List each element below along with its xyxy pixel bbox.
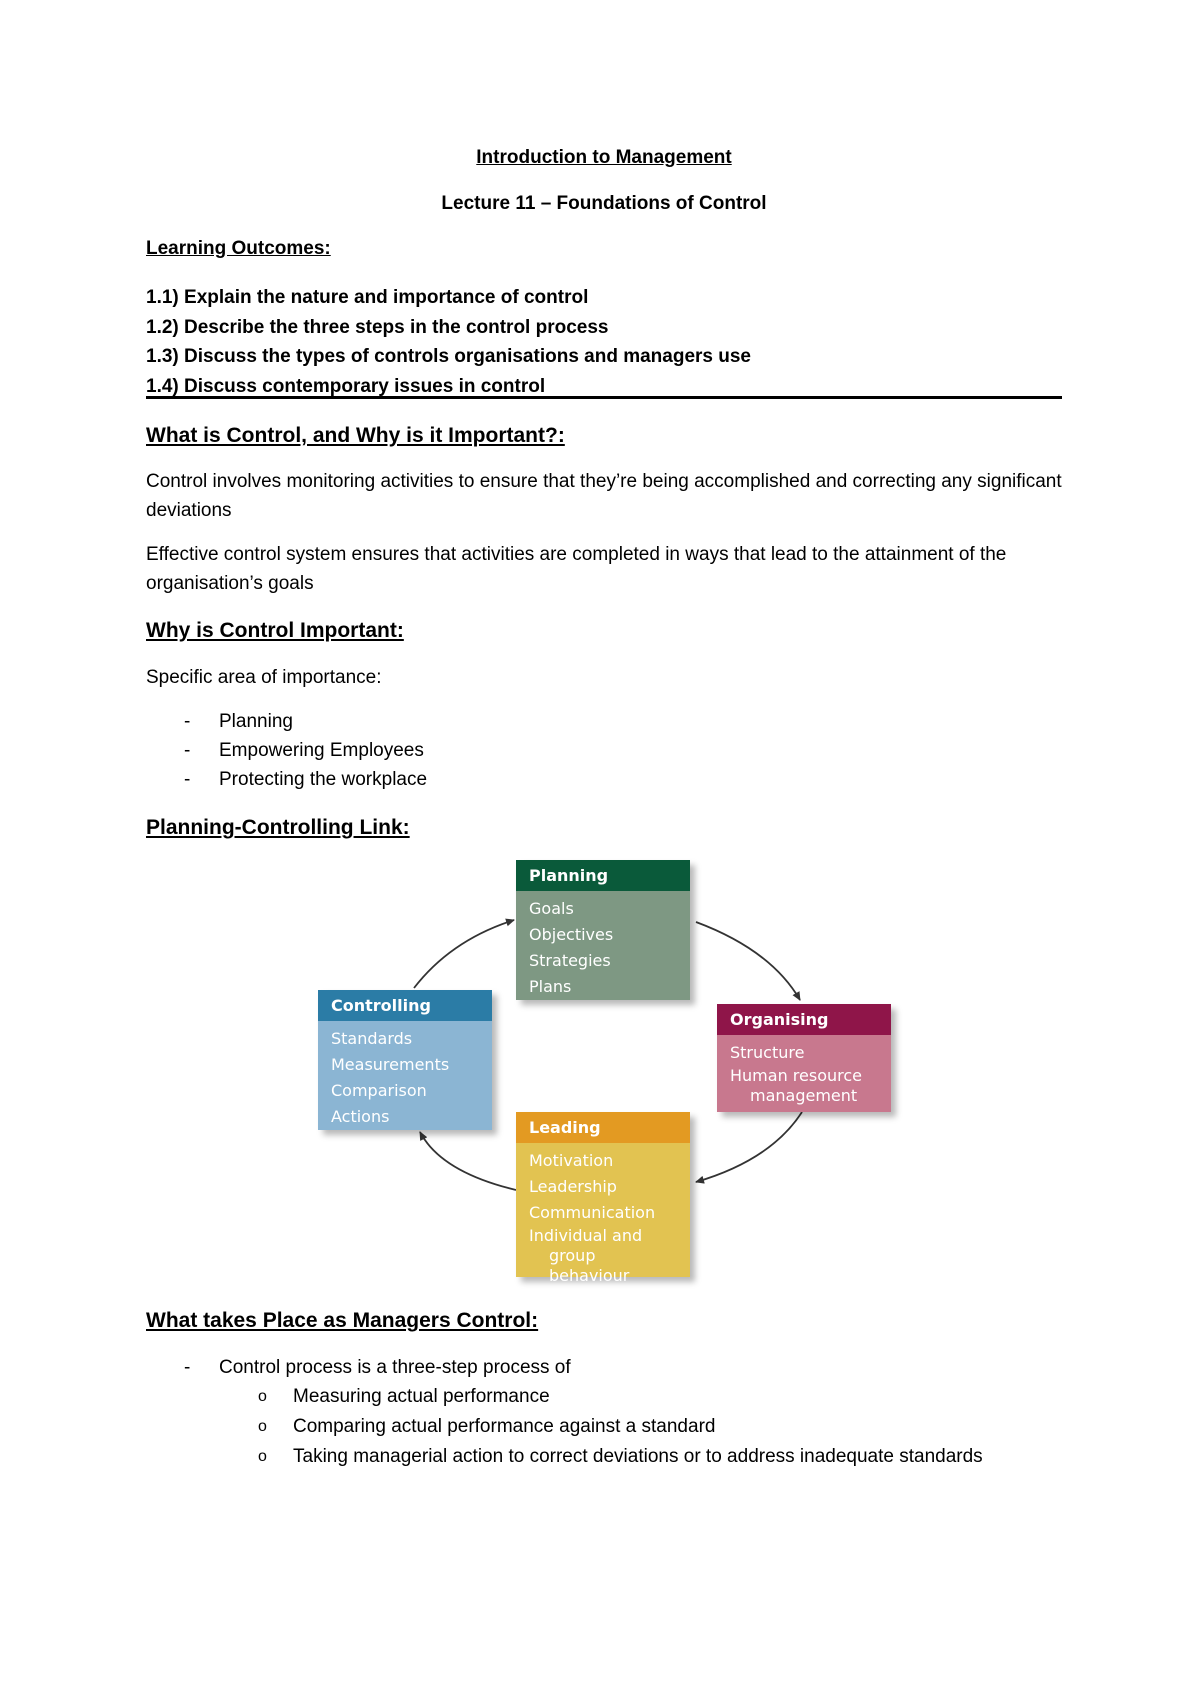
leading-box-items	[516, 1143, 690, 1285]
sub-list-item-text: Measuring actual performance	[293, 1386, 550, 1407]
importance-list	[146, 707, 427, 794]
control-definition-paragraph: Control involves monitoring activities to ensure that they’re being accomplished and correcting any significant deviations	[146, 471, 1062, 521]
dash-bullet: -	[184, 769, 191, 790]
organising-item: Structure	[730, 1043, 805, 1062]
control-system-paragraph: Effective control system ensures that activities are completed in ways that lead to the attainment of the organisation’s goals	[146, 544, 1007, 594]
learning-outcome-item: 1.3) Discuss the types of controls organisations and managers use	[146, 346, 752, 367]
learning-outcomes-heading: Learning Outcomes:	[146, 238, 331, 259]
arrow-planning-to-organising	[696, 922, 800, 1000]
list-item	[146, 736, 427, 765]
leading-item: Leadership	[529, 1177, 617, 1196]
organising-item-continued: management	[750, 1086, 858, 1105]
leading-item: Motivation	[529, 1151, 614, 1170]
sub-list-item-text: Taking managerial action to correct deviations or to address inadequate standards	[293, 1446, 983, 1467]
planning-box-items	[516, 891, 690, 1000]
leading-item-continued: group behaviour	[549, 1246, 630, 1285]
arrow-leading-to-controlling	[420, 1132, 516, 1190]
list-item-text: Empowering Employees	[219, 740, 424, 761]
arrow-organising-to-leading	[696, 1112, 802, 1182]
learning-outcome-item: 1.2) Describe the three steps in the control process	[146, 316, 609, 338]
list-item-text: Control process is a three-step process of	[219, 1357, 571, 1378]
planning-box	[516, 860, 690, 1000]
controlling-item: Standards	[331, 1029, 413, 1048]
organising-box-items	[717, 1035, 891, 1112]
control-steps-list	[146, 1382, 983, 1472]
controlling-box-items	[318, 1021, 492, 1130]
circle-bullet: o	[258, 1448, 267, 1465]
importance-intro: Specific area of importance:	[146, 667, 382, 688]
sub-list-item	[146, 1442, 983, 1472]
controlling-box	[318, 990, 492, 1130]
list-item	[146, 765, 427, 794]
organising-item: Human resource	[730, 1066, 862, 1085]
leading-box-title: Leading	[516, 1112, 690, 1143]
planning-box-title: Planning	[516, 860, 690, 891]
organising-box	[717, 1004, 891, 1112]
dash-bullet: -	[184, 711, 191, 732]
control-process-list	[146, 1353, 571, 1382]
what-is-control-heading: What is Control, and Why is it Important?:	[146, 424, 565, 447]
controlling-item: Comparison	[331, 1081, 427, 1100]
lecture-subtitle: Lecture 11 – Foundations of Control	[441, 193, 767, 214]
learning-outcome-item: 1.4) Discuss contemporary issues in control	[146, 375, 546, 397]
leading-item: Individual and	[529, 1226, 643, 1245]
list-item	[146, 707, 427, 736]
dash-bullet: -	[184, 1357, 191, 1378]
planning-controlling-cycle-diagram	[316, 860, 896, 1285]
circle-bullet: o	[258, 1418, 267, 1435]
planning-controlling-link-heading: Planning-Controlling Link:	[146, 816, 410, 839]
sub-list-item	[146, 1382, 983, 1412]
document-title: Introduction to Management	[476, 147, 732, 168]
learning-outcomes-list	[146, 283, 751, 401]
leading-box	[516, 1112, 690, 1285]
managers-control-heading: What takes Place as Managers Control:	[146, 1309, 539, 1332]
section-divider	[146, 396, 1062, 399]
controlling-item: Measurements	[331, 1055, 450, 1074]
circle-bullet: o	[258, 1388, 267, 1405]
sub-list-item-text: Comparing actual performance against a standard	[293, 1416, 716, 1437]
planning-item: Objectives	[529, 925, 614, 944]
planning-item: Goals	[529, 899, 574, 918]
planning-item: Strategies	[529, 951, 611, 970]
list-item	[146, 1353, 571, 1382]
list-item-text: Protecting the workplace	[219, 769, 428, 790]
dash-bullet: -	[184, 740, 191, 761]
learning-outcome-item: 1.1) Explain the nature and importance of control	[146, 287, 589, 308]
controlling-item: Actions	[331, 1107, 390, 1126]
leading-item: Communication	[529, 1203, 656, 1222]
sub-list-item	[146, 1412, 983, 1442]
why-control-important-heading: Why is Control Important:	[146, 619, 404, 642]
arrow-controlling-to-planning	[414, 920, 514, 988]
planning-item: Plans	[529, 977, 572, 996]
list-item-text: Planning	[219, 711, 293, 732]
organising-box-title: Organising	[717, 1004, 891, 1035]
controlling-box-title: Controlling	[318, 990, 492, 1021]
